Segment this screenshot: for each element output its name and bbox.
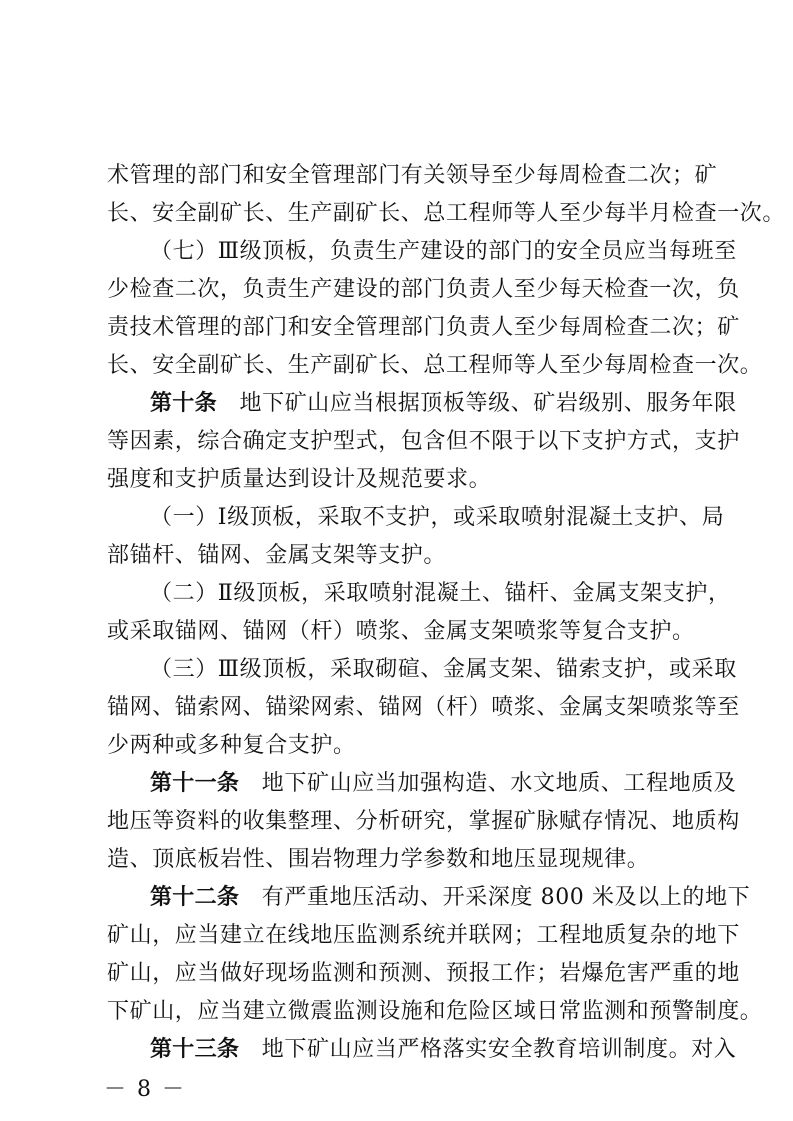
body-line: 等因素，综合确定支护型式，包含但不限于以下支护方式，支护 — [107, 429, 740, 454]
body-line: 少两种或多种复合支护。 — [107, 733, 356, 758]
body-line: 矿山，应当做好现场监测和预测、预报工作；岩爆危害严重的地 — [107, 961, 740, 986]
article-heading: 第十二条 — [150, 885, 240, 910]
body-line: 锚网、锚索网、锚梁网索、锚网（杆）喷浆、金属支架喷浆等至 — [107, 695, 740, 720]
article-12 — [150, 879, 751, 917]
article-13 — [150, 1031, 737, 1069]
article-11 — [150, 765, 737, 803]
article-heading: 第十条 — [150, 391, 217, 416]
article-text: 地下矿山应当严格落实安全教育培训制度。对入 — [239, 1037, 737, 1062]
body-line: 或采取锚网、锚网（杆）喷浆、金属支架喷浆等复合支护。 — [107, 619, 695, 644]
paragraph-item-3: （三）Ⅲ级顶板，采取砌碹、金属支架、锚索支护，或采取 — [150, 657, 737, 682]
body-line: 下矿山，应当建立微震监测设施和危险区域日常监测和预警制度。 — [107, 999, 763, 1024]
paragraph-item-7: （七）Ⅲ级顶板，负责生产建设的部门的安全员应当每班至 — [150, 239, 737, 264]
article-10 — [150, 385, 737, 423]
paragraph-item-1: （一）Ⅰ级顶板，采取不支护，或采取喷射混凝土支护、局 — [150, 505, 725, 530]
article-text: 有严重地压活动、开采深度 800 米及以上的地下 — [239, 885, 751, 910]
body-line: 长、安全副矿长、生产副矿长、总工程师等人至少每周检查一次。 — [107, 353, 763, 378]
body-line: 造、顶底板岩性、围岩物理力学参数和地压显现规律。 — [107, 847, 650, 872]
body-line: 长、安全副矿长、生产副矿长、总工程师等人至少每半月检查一次。 — [107, 201, 786, 226]
body-line: 部锚杆、锚网、金属支架等支护。 — [107, 543, 447, 568]
article-heading: 第十三条 — [150, 1037, 240, 1062]
body-line: 责技术管理的部门和安全管理部门负责人至少每周检查二次；矿 — [107, 315, 740, 340]
body-line: 少检查二次，负责生产建设的部门负责人至少每天检查一次，负 — [107, 277, 740, 302]
body-line: 强度和支护质量达到设计及规范要求。 — [107, 467, 492, 492]
body-line: 矿山，应当建立在线地压监测系统并联网；工程地质复杂的地下 — [107, 923, 740, 948]
body-line: 地压等资料的收集整理、分析研究，掌握矿脉赋存情况、地质构 — [107, 809, 740, 834]
article-heading: 第十一条 — [150, 771, 240, 796]
body-line: 术管理的部门和安全管理部门有关领导至少每周检查二次；矿 — [107, 163, 718, 188]
page-number: － 8 － — [104, 1077, 186, 1102]
paragraph-item-2: （二）Ⅱ级顶板，采取喷射混凝土、锚杆、金属支架支护， — [150, 581, 731, 606]
article-text: 地下矿山应当加强构造、水文地质、工程地质及 — [239, 771, 737, 796]
article-text: 地下矿山应当根据顶板等级、矿岩级别、服务年限 — [216, 391, 737, 416]
